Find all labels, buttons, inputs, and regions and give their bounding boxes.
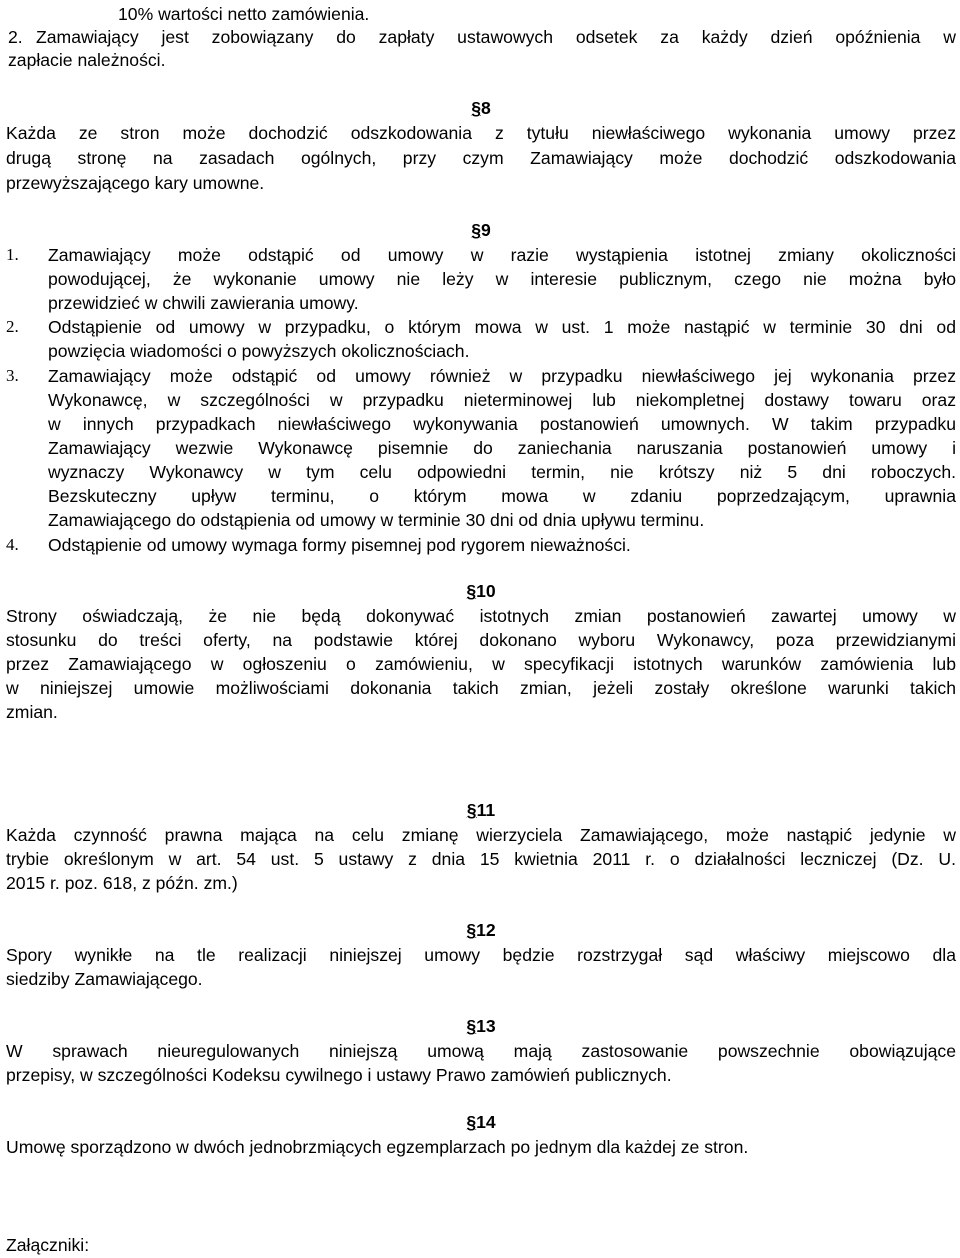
paragraph-line: Każda ze stron może dochodzić odszkodowania z tytułu niewłaściwego wykonania umowy przez — [6, 123, 956, 143]
paragraph-line: w niniejszej umowie możliwościami dokonania takich zmian, jeżeli zostały określone warunki takich — [6, 678, 956, 698]
paragraph-line: Każda czynność prawna mająca na celu zmianę wierzyciela Zamawiającego, może nastąpić jedynie w — [6, 825, 956, 845]
paragraph-line: Odstąpienie od umowy wymaga formy pisemnej pod rygorem nieważności. — [48, 535, 631, 555]
paragraph-line: Zamawiający może odstąpić od umowy w razie wystąpienia istotnej zmiany okoliczności — [48, 245, 956, 265]
paragraph-line: 2015 r. poz. 618, z późn. zm.) — [6, 873, 238, 893]
paragraph-line: W sprawach nieuregulowanych niniejszą umową mają zastosowanie powszechnie obowiązujące — [6, 1041, 956, 1061]
list-number: 1. — [6, 245, 19, 264]
paragraph-line: Strony oświadczają, że nie będą dokonywać istotnych zmian postanowień zawartej umowy w — [6, 606, 956, 626]
paragraph-line: trybie określonym w art. 54 ust. 5 ustawy z dnia 15 kwietnia 2011 r. o działalności leczniczej (Dz. U. — [6, 849, 956, 869]
attachments-label: Załączniki: — [6, 1235, 90, 1255]
list-number: 2. — [8, 27, 23, 47]
paragraph-line: powzięcia wiadomości o powyższych okolicznościach. — [48, 341, 470, 361]
section-symbol: § — [466, 1112, 477, 1132]
paragraph-line: w innych przypadkach niewłaściwego wykonywania postanowień umownych. W takim przypadku — [48, 414, 956, 434]
paragraph-line: przez Zamawiającego w ogłoszeniu o zamówieniu, w specyfikacji istotnych warunków zamówienia lub — [6, 654, 956, 674]
paragraph-line: zmian. — [6, 702, 58, 722]
paragraph-line: Spory wynikłe na tle realizacji niniejszej umowy będzie rozstrzygał sąd właściwy miejscowo dla — [6, 945, 956, 965]
section-symbol: § — [466, 920, 477, 940]
intro-line: 10% wartości netto zamówienia. — [118, 4, 370, 24]
section-heading-12: §12 — [466, 920, 496, 940]
paragraph-line: Zamawiający wezwie Wykonawcę pisemnie do zaniechania naruszania postanowień umowy i — [48, 438, 956, 458]
list-number: 3. — [6, 366, 19, 385]
paragraph-line: przepisy, w szczególności Kodeksu cywilnego i ustawy Prawo zamówień publicznych. — [6, 1065, 672, 1085]
section-symbol: § — [466, 581, 477, 601]
paragraph-line: Bezskuteczny upływ terminu, o którym mowa w zdaniu poprzedzającym, uprawnia — [48, 486, 956, 506]
paragraph-line: Umowę sporządzono w dwóch jednobrzmiących egzemplarzach po jednym dla każdej ze stron. — [6, 1137, 749, 1157]
paragraph-line: Zamawiającego do odstąpienia od umowy w terminie 30 dni od dnia upływu terminu. — [48, 510, 705, 530]
section-symbol: § — [466, 1016, 477, 1036]
paragraph-line: wyznaczy Wykonawcy w tym celu odpowiedni termin, nie krótszy niż 5 dni roboczych. — [48, 462, 956, 482]
section-heading-9: §9 — [471, 220, 491, 240]
paragraph-line: Zamawiający może odstąpić od umowy również w przypadku niewłaściwego jej wykonania przez — [48, 366, 956, 386]
section-heading-14: §14 — [466, 1112, 496, 1132]
paragraph-line: zapłacie należności. — [8, 50, 166, 70]
paragraph-line: Zamawiający jest zobowiązany do zapłaty ustawowych odsetek za każdy dzień opóźnienia w — [36, 27, 956, 47]
section-symbol: § — [471, 220, 481, 240]
paragraph-line: Wykonawcę, w szczególności w przypadku nieterminowej lub niekompletnej dostawy towaru oraz — [48, 390, 956, 410]
paragraph-line: powodującej, że wykonanie umowy nie leży w interesie publicznym, czego nie można było — [48, 269, 956, 289]
section-heading-10: §10 — [466, 581, 496, 601]
section-heading-11: §11 — [466, 800, 496, 820]
section-heading-13: §13 — [466, 1016, 496, 1036]
list-number: 4. — [6, 535, 19, 554]
paragraph-line: drugą stronę na zasadach ogólnych, przy czym Zamawiający może dochodzić odszkodowania — [6, 148, 956, 168]
paragraph-line: siedziby Zamawiającego. — [6, 969, 203, 989]
section-symbol: § — [466, 800, 477, 820]
list-number: 2. — [6, 317, 19, 336]
paragraph-line: przewidzieć w chwili zawierania umowy. — [48, 293, 359, 313]
section-symbol: § — [471, 98, 481, 118]
paragraph-line: przewyższającego kary umowne. — [6, 173, 265, 193]
section-heading-8: §8 — [471, 98, 491, 118]
paragraph-line: Odstąpienie od umowy w przypadku, o którym mowa w ust. 1 może nastąpić w terminie 30 dni od — [48, 317, 956, 337]
paragraph-line: stosunku do treści oferty, na podstawie której dokonano wyboru Wykonawcy, poza przewidzianymi — [6, 630, 956, 650]
